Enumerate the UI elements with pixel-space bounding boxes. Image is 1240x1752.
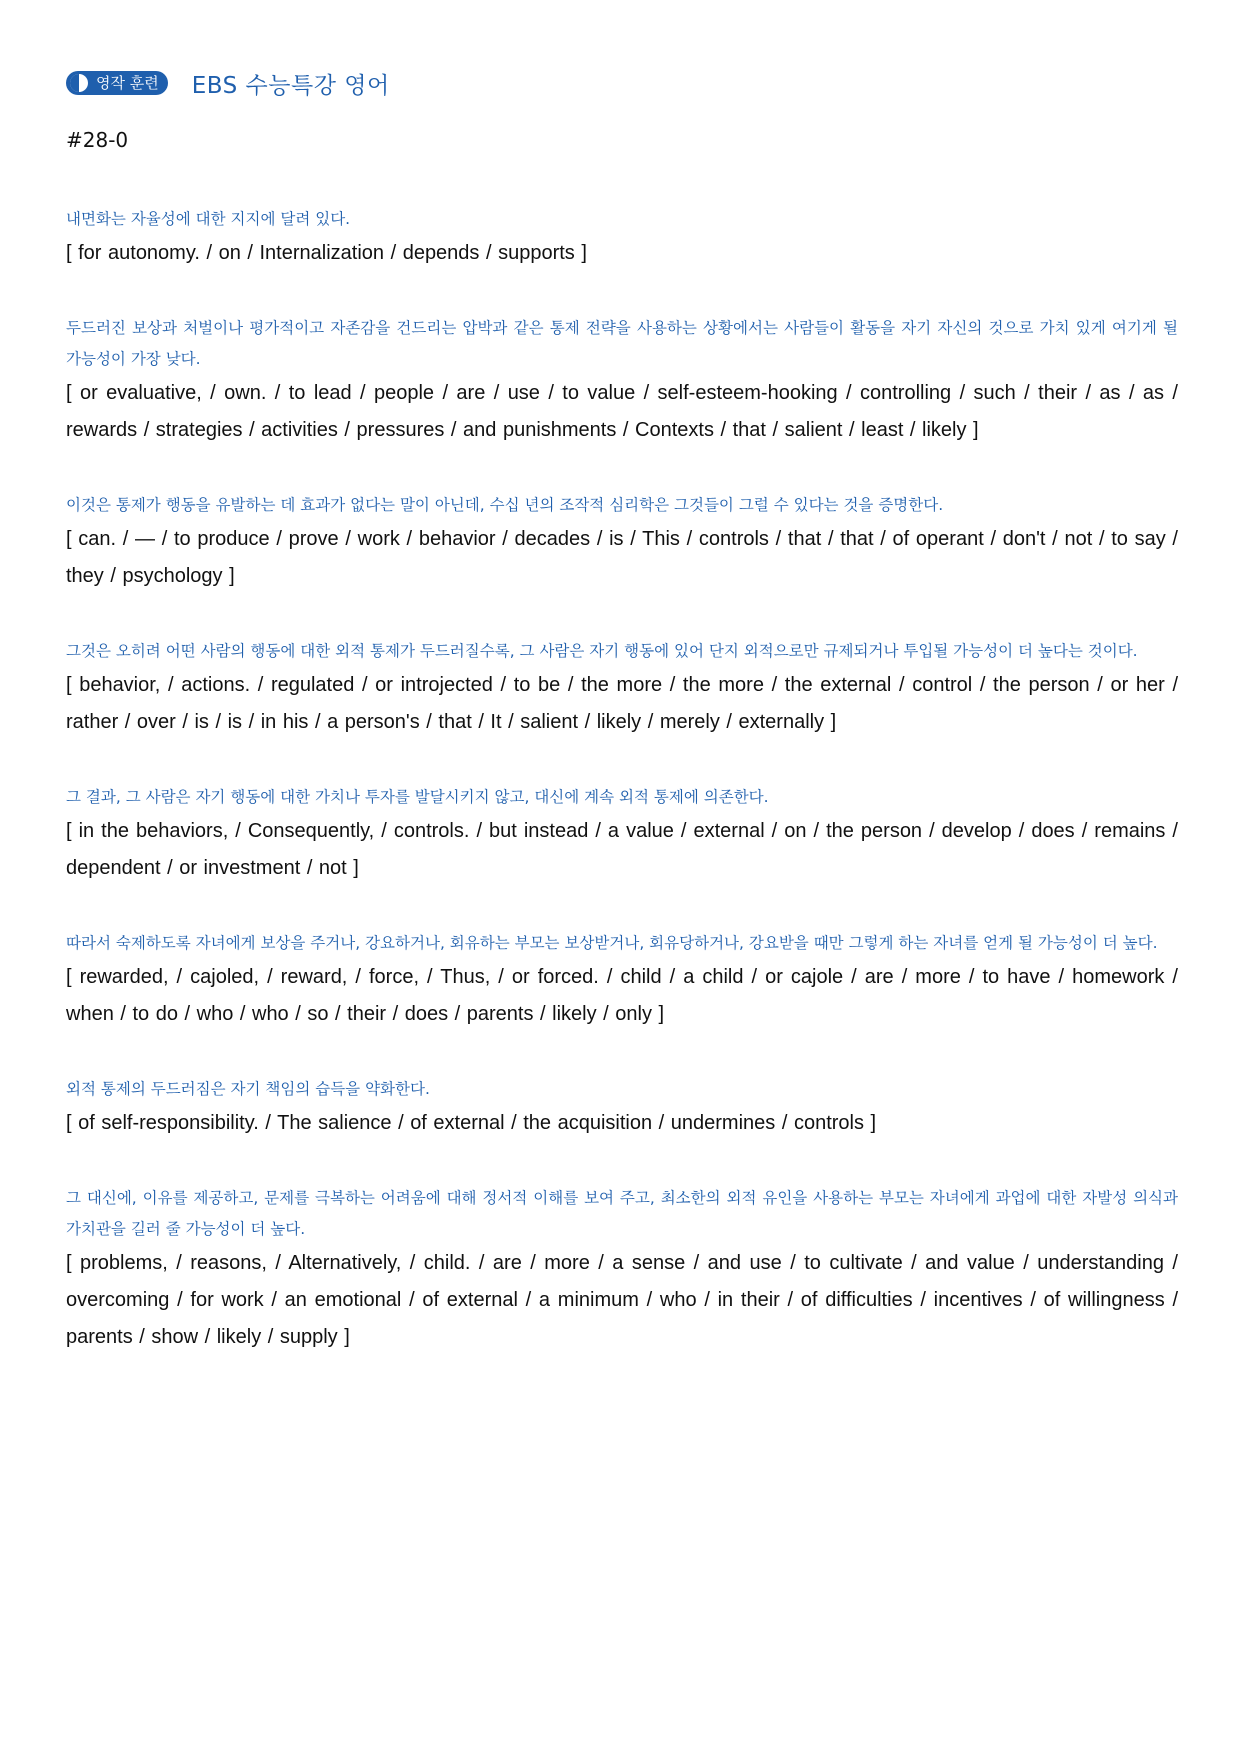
exercise-item xyxy=(66,928,1178,1033)
exercise-item xyxy=(66,782,1178,887)
word-scramble: [ problems, / reasons, / Alternatively, / child. / are / more / a sense / and use / to cultivate / and value / understanding / overcoming / for work / an emotional / of external / a minimum / who / in their / of difficulties / incentives / of willingness / parents / show / likely / supply ] xyxy=(66,1252,1178,1348)
exercise-list xyxy=(66,204,1178,1397)
korean-sentence: 두드러진 보상과 처벌이나 평가적이고 자존감을 건드리는 압박과 같은 통제 전략을 사용하는 상황에서는 사람들이 활동을 자기 자신의 것으로 가치 있게 여기게 될 가능성이 가장 낮다. xyxy=(66,319,1178,368)
exercise-item xyxy=(66,313,1178,449)
half-circle-icon xyxy=(70,74,88,92)
word-scramble: [ behavior, / actions. / regulated / or introjected / to be / the more / the more / the external / control / the person / or her / rather / over / is / is / in his / a person's / that / It / salient / likely / merely / externally ] xyxy=(66,674,1178,733)
exercise-item xyxy=(66,204,1178,272)
word-scramble: [ rewarded, / cajoled, / reward, / force, / Thus, / or forced. / child / a child / or cajole / are / more / to have / homework / when / to do / who / who / so / their / does / parents / likely / only ] xyxy=(66,966,1178,1025)
korean-sentence: 외적 통제의 두드러짐은 자기 책임의 습득을 약화한다. xyxy=(66,1080,430,1098)
korean-sentence: 그 대신에, 이유를 제공하고, 문제를 극복하는 어려움에 대해 정서적 이해를 보여 주고, 최소한의 외적 유인을 사용하는 부모는 자녀에게 과업에 대한 자발성 의식과 가치관을 길러 줄 가능성이 더 높다. xyxy=(66,1189,1178,1238)
word-scramble: [ in the behaviors, / Consequently, / controls. / but instead / a value / external / on / the person / develop / does / remains / dependent / or investment / not ] xyxy=(66,820,1178,879)
page-header xyxy=(66,66,390,100)
korean-sentence: 따라서 숙제하도록 자녀에게 보상을 주거나, 강요하거나, 회유하는 부모는 보상받거나, 회유당하거나, 강요받을 때만 그렇게 하는 자녀를 얻게 될 가능성이 더 높다. xyxy=(66,934,1158,952)
exercise-item xyxy=(66,1074,1178,1142)
word-scramble: [ can. / — / to produce / prove / work / behavior / decades / is / This / controls / that / that / of operant / don't / not / to say / they / psychology ] xyxy=(66,528,1178,587)
korean-sentence: 그 결과, 그 사람은 자기 행동에 대한 가치나 투자를 발달시키지 않고, 대신에 계속 외적 통제에 의존한다. xyxy=(66,788,769,806)
korean-sentence: 이것은 통제가 행동을 유발하는 데 효과가 없다는 말이 아닌데, 수십 년의 조작적 심리학은 그것들이 그럴 수 있다는 것을 증명한다. xyxy=(66,496,944,514)
exercise-item xyxy=(66,490,1178,595)
page-title: EBS 수능특강 영어 xyxy=(191,72,390,99)
word-scramble: [ of self-responsibility. / The salience / of external / the acquisition / undermines / controls ] xyxy=(66,1112,877,1134)
exercise-item xyxy=(66,1183,1178,1356)
korean-sentence: 그것은 오히려 어떤 사람의 행동에 대한 외적 통제가 두드러질수록, 그 사람은 자기 행동에 있어 단지 외적으로만 규제되거나 투입될 가능성이 더 높다는 것이다. xyxy=(66,642,1138,660)
section-badge xyxy=(66,71,168,95)
exercise-item xyxy=(66,636,1178,741)
word-scramble: [ or evaluative, / own. / to lead / people / are / use / to value / self-esteem-hooking / controlling / such / their / as / as / rewards / strategies / activities / pressures / and punishments / Contexts / that / salient / least / likely ] xyxy=(66,382,1178,441)
badge-label: 영작 훈련 xyxy=(96,74,159,92)
korean-sentence: 내면화는 자율성에 대한 지지에 달려 있다. xyxy=(66,210,351,228)
problem-code: #28-0 xyxy=(66,128,129,152)
word-scramble: [ for autonomy. / on / Internalization / depends / supports ] xyxy=(66,242,587,264)
